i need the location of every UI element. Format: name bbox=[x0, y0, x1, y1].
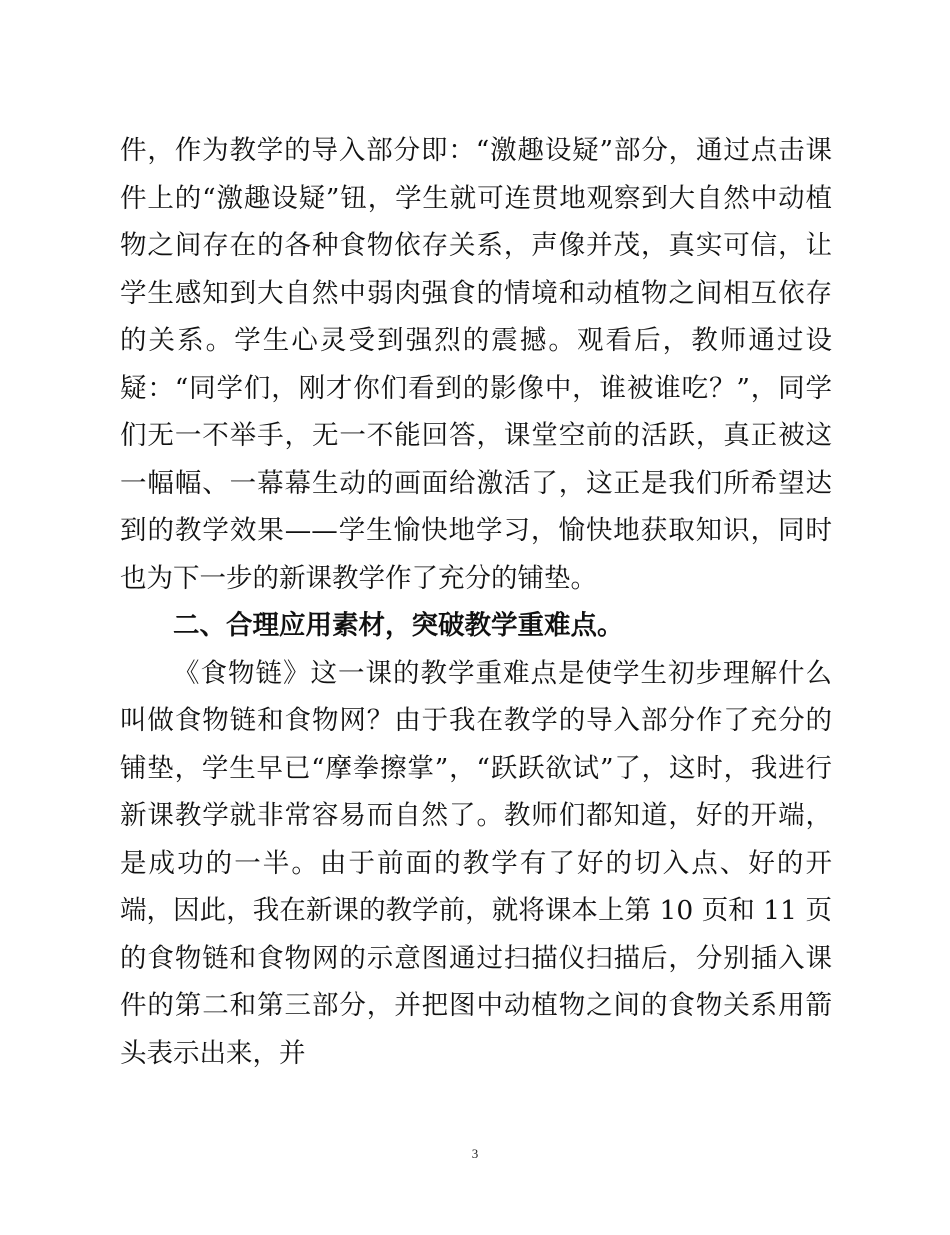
body-text bbox=[120, 127, 832, 1077]
page-number: 3 bbox=[471, 1146, 479, 1161]
section-heading: 二、合理应用素材，突破教学重难点。 bbox=[173, 610, 624, 641]
paragraph-continuation: 件，作为教学的导入部分即：“激趣设疑”部分，通过点击课件上的“激趣设疑”钮，学生就可连贯地观察到大自然中动植物之间存在的各种食物依存关系，声像并茂，真实可信，让学生感知到大自然中弱肉强食的情境和动植物之间相互依存的关系。学生心灵受到强烈的震撼。观看后，教师通过设疑：“同学们，刚才你们看到的影像中，谁被谁吃？”，同学们无一不举手，无一不能回答，课堂空前的活跃，真正被这一幅幅、一幕幕生动的画面给激活了，这正是我们所希望达到的教学效果——学生愉快地学习，愉快地获取知识，同时也为下一步的新课教学作了充分的铺垫。 bbox=[120, 135, 832, 594]
paragraph-body: 《食物链》这一课的教学重难点是使学生初步理解什么叫做食物链和食物网？由于我在教学的导入部分作了充分的铺垫，学生早已“摩拳擦掌”，“跃跃欲试”了，这时，我进行新课教学就非常容易而自然了。教师们都知道，好的开端，是成功的一半。由于前面的教学有了好的切入点、好的开端，因此，我在新课的教学前，就将课本上第 10 页和 11 页的食物链和食物网的示意图通过扫描仪扫描后，分别插入课件的第二和第三部分，并把图中动植物之间的食物关系用箭头表示出来，并 bbox=[120, 657, 832, 1069]
